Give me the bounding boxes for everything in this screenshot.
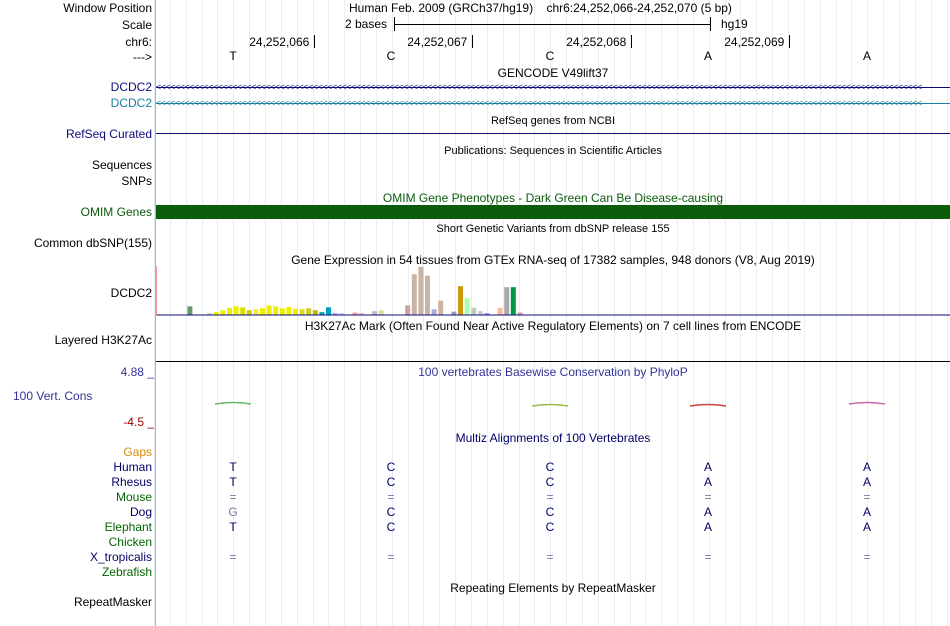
gtex-label[interactable]: DCDC2: [110, 286, 152, 300]
scale-bases: 2 bases: [345, 17, 388, 31]
coordinate-label: 24,252,068: [566, 35, 627, 49]
gtex-tissue-bar[interactable]: [273, 306, 278, 315]
alignment-base: T: [229, 460, 237, 474]
refseq-label[interactable]: RefSeq Curated: [65, 127, 152, 141]
gtex-tissue-bar[interactable]: [405, 305, 410, 315]
alignment-base: C: [545, 460, 555, 474]
alignment-base: =: [546, 490, 554, 504]
coordinate-tick: [789, 35, 790, 48]
publications-label[interactable]: Sequences: [91, 158, 152, 172]
gencode-label-1[interactable]: DCDC2: [110, 80, 152, 94]
gtex-tissue-bar[interactable]: [504, 287, 509, 315]
omim-feature-bar[interactable]: [156, 205, 950, 219]
gtex-tissue-bar[interactable]: [425, 276, 430, 315]
gtex-tissue-bar[interactable]: [418, 267, 423, 315]
species-label[interactable]: Rhesus: [111, 475, 152, 489]
alignment-base: =: [704, 490, 712, 504]
gtex-tissue-bar[interactable]: [465, 298, 470, 315]
cons-min-label: -4.5 _: [123, 415, 154, 429]
ruler-base: A: [703, 49, 712, 63]
ruler-base: C: [545, 49, 555, 63]
repeatmasker-label[interactable]: RepeatMasker: [73, 595, 152, 609]
species-label[interactable]: Chicken: [108, 535, 152, 549]
alignment-base: T: [229, 520, 237, 534]
ruler-base: T: [229, 49, 237, 63]
scale-assembly: hg19: [721, 17, 748, 31]
species-label[interactable]: X_tropicalis: [89, 550, 152, 564]
strand-label: --->: [133, 50, 152, 64]
coordinate-tick: [472, 35, 473, 48]
dbsnp-label[interactable]: Common dbSNP(155): [33, 236, 152, 250]
gtex-tissue-bar[interactable]: [280, 308, 285, 315]
gtex-tissue-bar[interactable]: [412, 274, 417, 315]
alignment-base: A: [703, 475, 712, 489]
gtex-bar-chart[interactable]: [156, 266, 950, 318]
alignment-base: C: [545, 520, 555, 534]
window-title: [349, 1, 732, 15]
gencode-label-2[interactable]: DCDC2: [110, 96, 152, 110]
gtex-tissue-bar[interactable]: [458, 286, 463, 315]
gencode-transcript-2[interactable]: <<<<<<<<<<<<<<<<<<<<<<<<<<<<<<<<<<<<<<<<<<<<<<<<<<<<<<<<<<<<<<<<<<<<<<<<<<<<<<<<<<<<<<<<<<<<<<<<<<<<<<<<<<<<<<<<<<<<<<<<<<<<<<<<<<<<<<<<<<<<<<<<<<<<<<<<<<<<<<<<<: [156, 98, 922, 108]
gtex-tissue-bar[interactable]: [253, 309, 258, 315]
window-position-label: Window Position: [63, 1, 152, 15]
conservation-label[interactable]: 100 Vert. Cons: [13, 389, 93, 403]
omim-label[interactable]: OMIM Genes: [80, 205, 152, 219]
gtex-tissue-bar[interactable]: [438, 301, 443, 315]
alignment-base: A: [703, 460, 712, 474]
ruler-base: A: [862, 49, 871, 63]
conservation-title[interactable]: 100 vertebrates Basewise Conservation by PhyloP: [418, 365, 688, 379]
alignment-base: A: [862, 460, 871, 474]
gtex-tissue-bar[interactable]: [498, 308, 503, 315]
coordinate-label: 24,252,066: [249, 35, 310, 49]
gtex-tissue-bar[interactable]: [471, 308, 476, 315]
gtex-tissue-bar[interactable]: [247, 310, 252, 315]
alignment-base: =: [229, 490, 237, 504]
alignment-base: C: [386, 475, 396, 489]
gtex-tissue-bar[interactable]: [306, 308, 311, 315]
coordinate-tick: [631, 35, 632, 48]
gtex-tissue-bar[interactable]: [234, 306, 239, 315]
gtex-tissue-bar[interactable]: [240, 307, 245, 315]
gtex-tissue-bar[interactable]: [313, 310, 318, 315]
gtex-tissue-bar[interactable]: [300, 309, 305, 315]
cons-max-label: 4.88 _: [120, 365, 154, 379]
phylop-plot[interactable]: [156, 398, 950, 412]
alignment-base: A: [862, 520, 871, 534]
species-label[interactable]: Dog: [129, 505, 152, 519]
gtex-tissue-bar[interactable]: [260, 308, 265, 315]
alignment-base: =: [229, 550, 237, 564]
phylop-score-mark[interactable]: [849, 403, 885, 405]
alignment-base: A: [703, 520, 712, 534]
phylop-score-mark[interactable]: [690, 405, 726, 407]
gtex-tissue-bar[interactable]: [511, 287, 516, 315]
alignment-base: A: [862, 505, 871, 519]
gtex-tissue-bar[interactable]: [379, 310, 384, 315]
multiz-title[interactable]: Multiz Alignments of 100 Vertebrates: [455, 431, 651, 445]
omim-title[interactable]: OMIM Gene Phenotypes - Dark Green Can Be Disease-causing: [382, 191, 724, 205]
gtex-tissue-bar[interactable]: [286, 307, 291, 315]
repeatmasker-title[interactable]: Repeating Elements by RepeatMasker: [450, 581, 656, 595]
refseq-title[interactable]: RefSeq genes from NCBI: [490, 115, 616, 127]
gencode-title[interactable]: GENCODE V49lift37: [497, 66, 609, 80]
alignment-base: C: [545, 475, 555, 489]
coordinate-label: 24,252,067: [407, 35, 468, 49]
species-label[interactable]: Mouse: [115, 490, 152, 504]
species-label[interactable]: Human: [113, 460, 152, 474]
coordinate-tick: [314, 35, 315, 48]
gtex-tissue-bar[interactable]: [227, 308, 232, 315]
h3k27ac-baseline: [156, 361, 950, 362]
assembly-title: Human Feb. 2009 (GRCh37/hg19): [349, 1, 534, 15]
phylop-score-mark[interactable]: [215, 403, 251, 405]
dbsnp-title[interactable]: Short Genetic Variants from dbSNP release 155: [436, 223, 670, 235]
window-position-value[interactable]: chr6:24,252,066-24,252,070 (5 bp): [546, 1, 732, 15]
alignment-base: =: [387, 490, 395, 504]
gaps-label[interactable]: Gaps: [123, 445, 152, 459]
alignment-base: T: [229, 475, 237, 489]
alignment-base: C: [386, 520, 396, 534]
alignment-base: =: [546, 550, 554, 564]
gtex-tissue-bar[interactable]: [432, 309, 437, 315]
h3k27ac-title[interactable]: H3K27Ac Mark (Often Found Near Active Regulatory Elements) on 7 cell lines from ENCODE: [304, 319, 802, 333]
alignment-base: =: [387, 550, 395, 564]
gtex-tissue-bar[interactable]: [478, 311, 483, 315]
gtex-title[interactable]: Gene Expression in 54 tissues from GTEx RNA-seq of 17382 samples, 948 donors (V8, Aug 2019): [291, 253, 815, 267]
alignment-base: A: [703, 505, 712, 519]
species-label[interactable]: Zebrafish: [101, 565, 152, 579]
alignment-base: =: [704, 550, 712, 564]
gtex-tissue-bar[interactable]: [326, 307, 331, 315]
ruler-base: C: [386, 49, 396, 63]
snps-label[interactable]: SNPs: [121, 174, 152, 188]
alignment-base: C: [545, 505, 555, 519]
alignment-base: =: [863, 550, 871, 564]
gtex-tissue-bar[interactable]: [372, 311, 377, 315]
phylop-score-mark[interactable]: [532, 405, 568, 407]
chrom-label: chr6:: [125, 35, 152, 49]
species-label[interactable]: Elephant: [104, 520, 152, 534]
gtex-tissue-bar[interactable]: [293, 309, 298, 315]
h3k27ac-label[interactable]: Layered H3K27Ac: [54, 333, 152, 347]
gtex-tissue-bar[interactable]: [220, 310, 225, 315]
alignment-base: A: [862, 475, 871, 489]
publications-title[interactable]: Publications: Sequences in Scientific Articles: [444, 145, 662, 157]
scale-label: Scale: [121, 18, 152, 32]
alignment-base: =: [863, 490, 871, 504]
scale-bar: [394, 17, 711, 31]
gencode-transcript-1[interactable]: <<<<<<<<<<<<<<<<<<<<<<<<<<<<<<<<<<<<<<<<<<<<<<<<<<<<<<<<<<<<<<<<<<<<<<<<<<<<<<<<<<<<<<<<<<<<<<<<<<<<<<<<<<<<<<<<<<<<<<<<<<<<<<<<<<<<<<<<<<<<<<<<<<<<<<<<<<<<<<<<<: [156, 82, 922, 92]
gtex-tissue-bar[interactable]: [267, 305, 272, 315]
gtex-tissue-bar[interactable]: [187, 306, 192, 315]
alignment-base: C: [386, 460, 396, 474]
alignment-base: G: [228, 505, 238, 519]
gtex-axis: [156, 266, 157, 316]
gtex-tissue-bar[interactable]: [451, 312, 456, 315]
alignment-base: C: [386, 505, 396, 519]
refseq-line: [156, 133, 950, 134]
coordinate-label: 24,252,069: [724, 35, 785, 49]
